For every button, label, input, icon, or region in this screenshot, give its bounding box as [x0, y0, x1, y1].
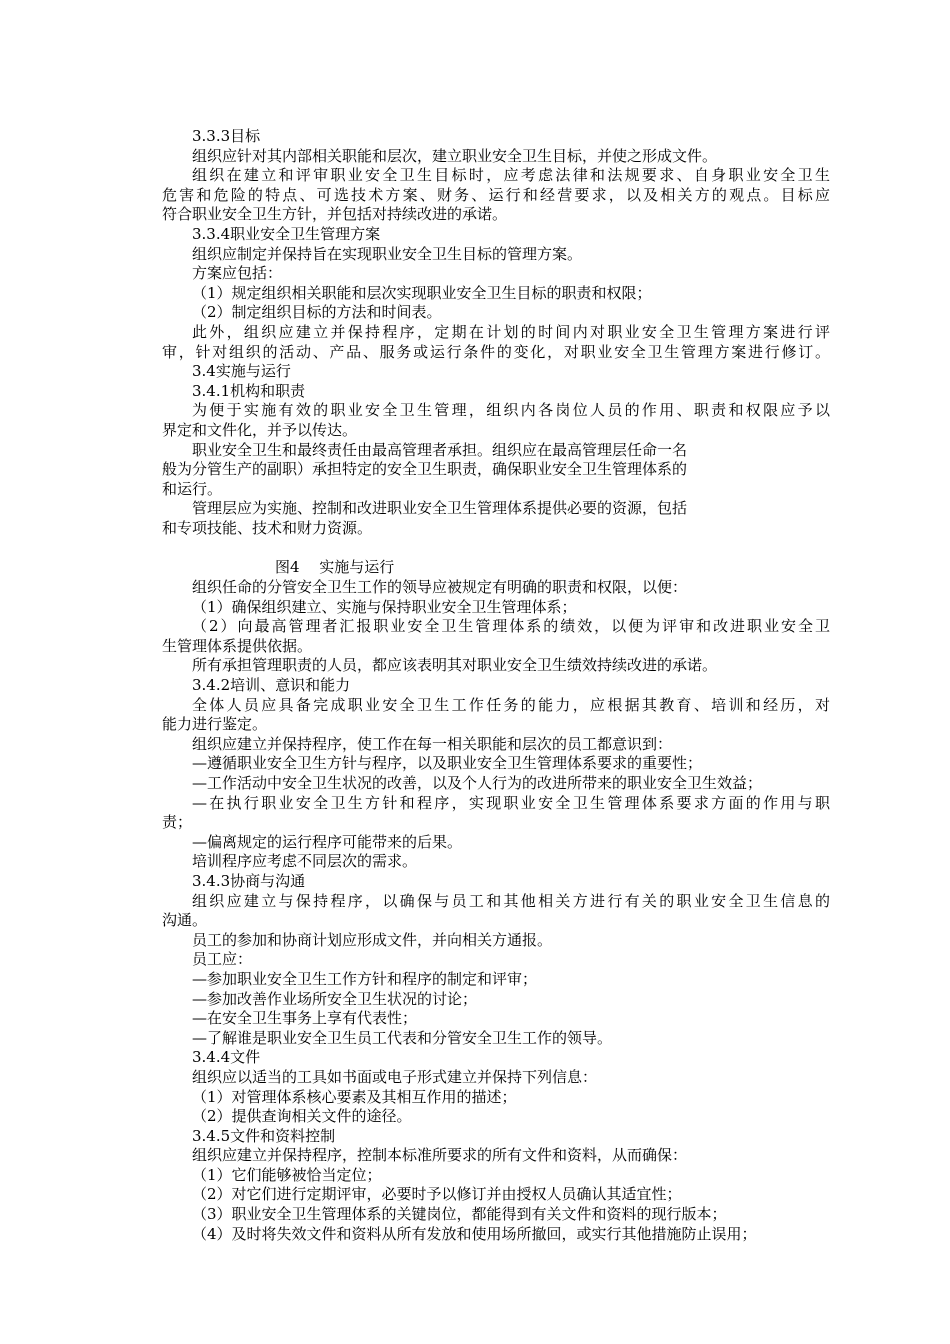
text-line: 组织应以适当的工具如书面或电子形式建立并保持下列信息： [192, 1067, 598, 1086]
text-line: （1）确保组织建立、实施与保持职业安全卫生管理体系； [192, 597, 577, 616]
text-line: 培训程序应考虑不同层次的需求。 [192, 852, 418, 871]
text-line: 组织任命的分管安全卫生工作的领导应被规定有明确的职责和权限，以便： [192, 578, 688, 597]
text-line: 3.4.3协商与沟通 [192, 871, 306, 890]
text-line: —参加职业安全卫生工作方针和程序的制定和评审； [192, 969, 538, 988]
text-line: 沟通。 [162, 911, 208, 930]
text-line: 审，针对组织的活动、产品、服务或运行条件的变化，对职业安全卫生管理方案进行修订。 [162, 342, 830, 361]
text-line: 和专项技能、技术和财力资源。 [162, 518, 373, 537]
text-line: （2）对它们进行定期评审，必要时予以修订并由授权人员确认其适宜性； [192, 1185, 682, 1204]
text-line: 方案应包括： [192, 264, 283, 283]
text-line: 3.3.3目标 [192, 127, 261, 145]
text-line: 管理层应为实施、控制和改进职业安全卫生管理体系提供必要的资源，包括 [192, 499, 688, 518]
text-line: 符合职业安全卫生方针，并包括对持续改进的承诺。 [162, 205, 508, 224]
text-line: —在执行职业安全卫生方针和程序，实现职业安全卫生管理体系要求方面的作用与职 [192, 793, 830, 812]
text-line: —偏离规定的运行程序可能带来的后果。 [192, 832, 463, 851]
text-line: 员工的参加和协商计划应形成文件，并向相关方通报。 [192, 930, 553, 949]
text-line: （2）制定组织目标的方法和时间表。 [192, 303, 442, 322]
figure-caption: 图4 实施与运行 [275, 558, 395, 577]
text-line: 组织在建立和评审职业安全卫生目标时，应考虑法律和法规要求、自身职业安全卫生 [192, 166, 830, 185]
text-line: 组织应针对其内部相关职能和层次，建立职业安全卫生目标，并使之形成文件。 [192, 146, 718, 165]
text-line: 和运行。 [162, 479, 223, 498]
text-line: 组织应建立并保持程序，使工作在每一相关职能和层次的员工都意识到： [192, 734, 673, 753]
text-line: —了解谁是职业安全卫生员工代表和分管安全卫生工作的领导。 [192, 1028, 613, 1047]
text-line: （4）及时将失效文件和资料从所有发放和使用场所撤回，或实行其他措施防止误用； [192, 1224, 757, 1243]
text-line: 组织应制定并保持旨在实现职业安全卫生目标的管理方案。 [192, 244, 583, 263]
text-line: 能力进行鉴定。 [162, 715, 268, 734]
text-line: 3.3.4职业安全卫生管理方案 [192, 224, 381, 243]
text-line: 界定和文件化，并予以传达。 [162, 420, 358, 439]
text-line: （2）向最高管理者汇报职业安全卫生管理体系的绩效，以便为评审和改进职业安全卫 [192, 617, 830, 636]
text-line: 职业安全卫生和最终责任由最高管理者承担。组织应在最高管理层任命一名 [192, 440, 688, 459]
document-page [162, 127, 830, 1244]
text-line: 组织应建立并保持程序，控制本标准所要求的所有文件和资料，从而确保： [192, 1146, 688, 1165]
text-line: 3.4实施与运行 [192, 362, 291, 381]
text-line: 全体人员应具备完成职业安全卫生工作任务的能力，应根据其教育、培训和经历，对 [192, 695, 830, 714]
text-line: 为便于实施有效的职业安全卫生管理，组织内各岗位人员的作用、职责和权限应予以 [192, 401, 830, 420]
text-line: 3.4.4文件 [192, 1048, 261, 1067]
text-line: 危害和危险的特点、可选技术方案、财务、运行和经营要求，以及相关方的观点。目标应 [162, 185, 830, 204]
text-line: （3）职业安全卫生管理体系的关键岗位，都能得到有关文件和资料的现行版本； [192, 1205, 727, 1224]
text-line: （2）提供查询相关文件的途径。 [192, 1107, 412, 1126]
text-line: 所有承担管理职责的人员，都应该表明其对职业安全卫生绩效持续改进的承诺。 [192, 656, 718, 675]
text-line: 生管理体系提供依据。 [162, 636, 313, 655]
text-line: （1）规定组织相关职能和层次实现职业安全卫生目标的职责和权限； [192, 283, 652, 302]
text-line: （1）对管理体系核心要素及其相互作用的描述； [192, 1087, 517, 1106]
text-line: 组织应建立与保持程序，以确保与员工和其他相关方进行有关的职业安全卫生信息的 [192, 891, 830, 910]
text-line: （1）它们能够被恰当定位； [192, 1165, 382, 1184]
text-line: 责； [162, 813, 193, 832]
text-line: 般为分管生产的副职）承担特定的安全卫生职责，确保职业安全卫生管理体系的 [162, 460, 688, 479]
text-line: 3.4.5文件和资料控制 [192, 1126, 336, 1145]
text-line: —在安全卫生事务上享有代表性； [192, 1009, 418, 1028]
text-line: —工作活动中安全卫生状况的改善，以及个人行为的改进所带来的职业安全卫生效益； [192, 774, 763, 792]
text-line: 3.4.2培训、意识和能力 [192, 676, 351, 695]
text-line: 3.4.1机构和职责 [192, 381, 306, 400]
text-line: —遵循职业安全卫生方针与程序，以及职业安全卫生管理体系要求的重要性； [192, 754, 703, 773]
blank-line [162, 538, 830, 558]
text-line: 员工应： [192, 950, 253, 969]
text-line: —参加改善作业场所安全卫生状况的讨论； [192, 989, 478, 1008]
text-line: 此外，组织应建立并保持程序，定期在计划的时间内对职业安全卫生管理方案进行评 [192, 322, 830, 341]
